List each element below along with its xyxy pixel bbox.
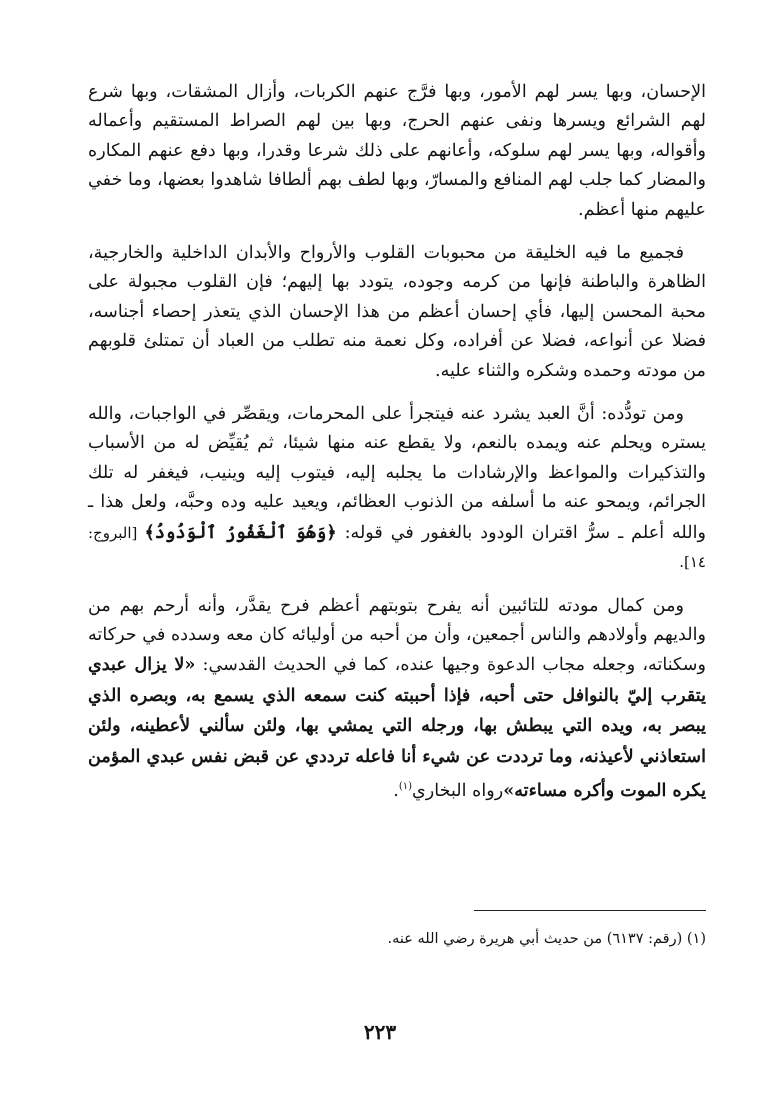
hadith-source: رواه البخاري <box>412 780 504 801</box>
footnote: (١) (رقم: ٦١٣٧) من حديث أبي هريرة رضي الله عنه. <box>387 931 706 947</box>
paragraph-2: فجميع ما فيه الخليقة من محبوبات القلوب والأرواح والأبدان الداخلية والخارجية، الظاهرة والباطنة فإنها من كرمه وجوده، يتودد بها إليهم؛ فإن القلوب مجبولة على محبة المحسن إليها، فأي إحسان أعظم من هذا الإحسان الذي يتعذر إحصاء أجناسه، فضلا عن أنواعه، فضلا عن أفراده، وكل نعمة منه تطلب من العباد أن تمتلئ قلوبهم من مودته وحمده وشكره والثناء عليه. <box>88 243 706 381</box>
paragraph-4-end: . <box>393 780 399 801</box>
hadith-quote: «لا يزال عبدي يتقرب إليّ بالنوافل حتى أحبه، فإذا أحببته كنت سمعه الذي يسمع به، وبصره الذي يبصر به، ويده التي يبطش بها، ورجله التي يمشي بها، ولئن سألني لأعطينه، ولئن استعاذني لأعيذنه، وما ترددت عن شيء أنا فاعله ترددي عن قبض نفس عبدي المؤمن يكره الموت وأكره مساءته» <box>88 654 706 801</box>
page-body <box>88 78 706 806</box>
footnote-marker[interactable]: (١) <box>398 780 413 792</box>
page-number: ٢٢٣ <box>363 1020 397 1044</box>
quran-verse: ﴿وَهُوَ ٱلْغَفُورُ ٱلْوَدُودُ﴾ <box>144 521 337 543</box>
verse-reference: [البروج: ١٤]. <box>88 523 706 572</box>
paragraph-3 <box>88 400 706 577</box>
paragraph-1: الإحسان، وبها يسر لهم الأمور، وبها فرَّج عنهم الكربات، وأزال المشقات، وبها شرع لهم الشرائع ويسرها ونفى عنهم الحرج، وبها بين لهم الصراط المستقيم وأعماله وأقواله، وبها يسر لهم سلوكه، وأعانهم على ذلك شرعا وقدرا، وبها دفع عنهم المكاره والمضار كما جلب لهم المنافع والمسارّ، وبها لطف بهم ألطافا شاهدوا بعضها، وما خفي عليهم منها أعظم. <box>88 82 706 220</box>
paragraph-3-text: ومن تودُّده: أنَّ العبد يشرد عنه فيتجرأ على المحرمات، ويقصِّر في الواجبات، والله يستره ويحلم عنه ويمده بالنعم، ولا يقطع عنه منها شيئا، ثم يُقيِّض له من الأسباب والتذكيرات والمواعظ والإرشادات ما يجلبه إليه، فيتوب إليه وينيب، فيغفر له تلك الجرائم، ويمحو عنه ما أسلفه من الذنوب العظائم، ويعيد عليه وده وحبَّه، ولعل هذا ـ والله أعلم ـ سرُّ اقتران الودود بالغفور في قوله: <box>88 404 707 543</box>
paragraph-4 <box>88 592 706 807</box>
paragraph-4-text: ومن كمال مودته للتائبين أنه يفرح بتوبتهم أعظم فرح يقدَّر، وأنه أرحم بهم من والديهم وأولادهم والناس أجمعين، وأن من أحبه من أوليائه كان معه وسدده في حركاته وسكناته، وجعله مجاب الدعوة وجيها عنده، كما في الحديث القدسي: <box>88 595 707 676</box>
footnote-divider <box>474 910 706 911</box>
